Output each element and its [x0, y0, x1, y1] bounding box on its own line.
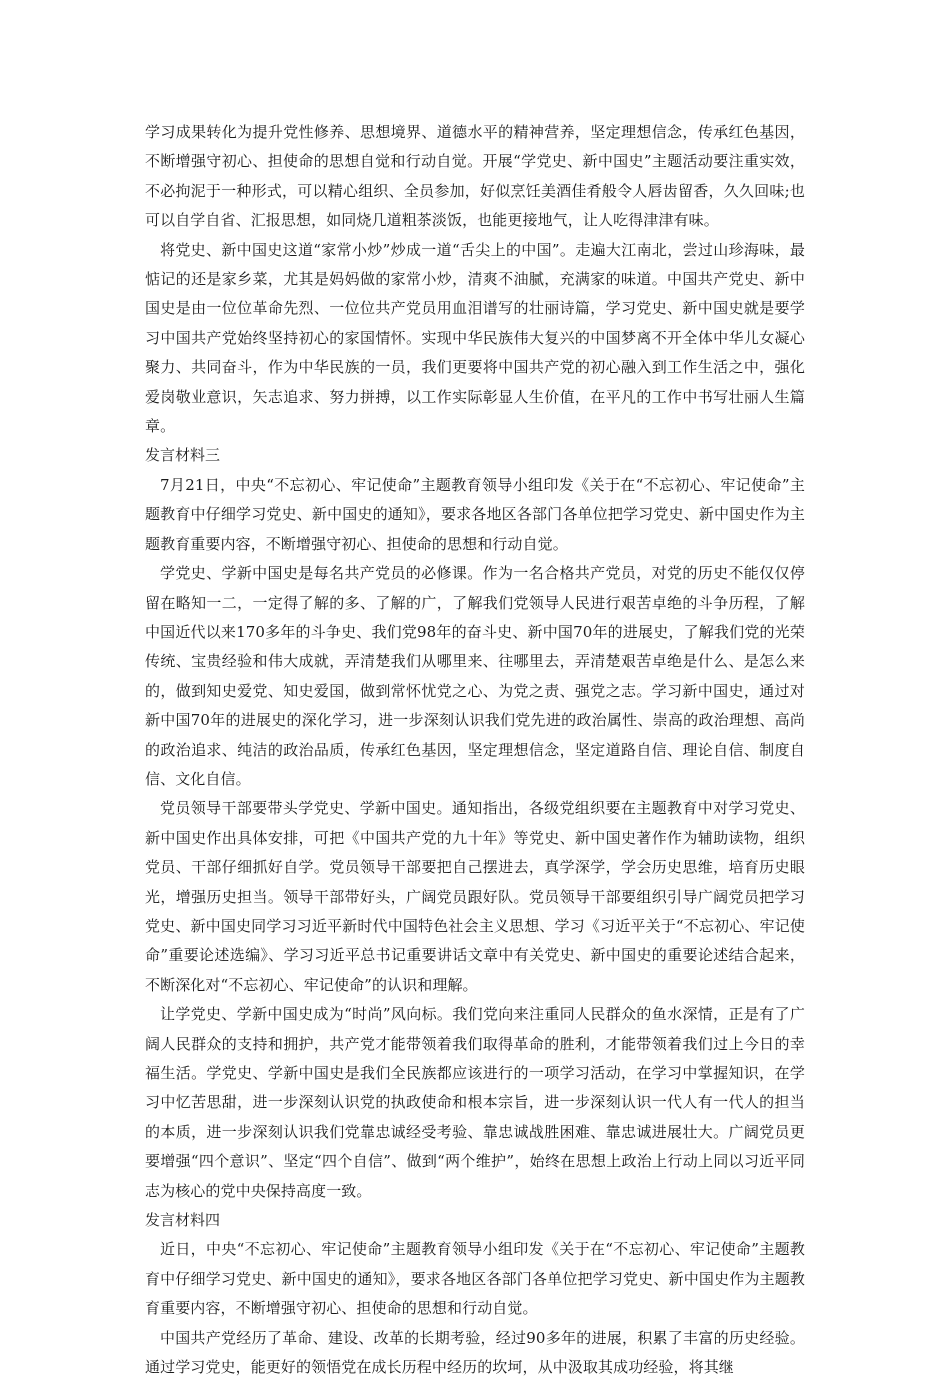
section-heading: 发言材料四 — [145, 1211, 221, 1230]
paragraph: 中国共产党经历了革命、建设、改革的长期考验，经过90多年的进展，积累了丰富的历史经验。通过学习党史，能更好的领悟党在成长历程中经历的坎坷，从中汲取其成功经验，将其继 — [145, 1328, 805, 1377]
paragraph: 学党史、学新中国史是每名共产党员的必修课。作为一名合格共产党员，对党的历史不能仅仅停留在略知一二，一定得了解的多、了解的广，了解我们党领导人民进行艰苦卓绝的斗争历程，了解中国近代以来170多年的斗争史、我们党98年的奋斗史、新中国70年的进展史，了解我们党的光荣传统、宝贵经验和伟大成就，弄清楚我们从哪里来、往哪里去，弄清楚艰苦卓绝是什么、是怎么来的，做到知史爱党、知史爱国，做到常怀忧党之心、为党之责、强党之志。学习新中国史，通过对新中国70年的进展史的深化学习，进一步深刻认识我们党先进的政治属性、崇高的政治理想、高尚的政治追求、纯洁的政治品质，传承红色基因，坚定理想信念，坚定道路自信、理论自信、制度自信、文化自信。 — [145, 564, 805, 788]
paragraph: 7月21日，中央“不忘初心、牢记使命”主题教育领导小组印发《关于在“不忘初心、牢记使命”主题教育中仔细学习党史、新中国史的通知》，要求各地区各部门各单位把学习党史、新中国史作为主题教育重要内容，不断增强守初心、担使命的思想和行动自觉。 — [145, 475, 805, 553]
section-heading: 发言材料三 — [145, 446, 221, 465]
paragraph: 近日，中央“不忘初心、牢记使命”主题教育领导小组印发《关于在“不忘初心、牢记使命”主题教育中仔细学习党史、新中国史的通知》，要求各地区各部门各单位把学习党史、新中国史作为主题教育重要内容，不断增强守初心、担使命的思想和行动自觉。 — [145, 1240, 805, 1318]
paragraph: 党员领导干部要带头学党史、学新中国史。通知指出，各级党组织要在主题教育中对学习党史、新中国史作出具体安排，可把《中国共产党的九十年》等党史、新中国史著作作为辅助读物，组织党员、干部仔细抓好自学。党员领导干部要把自己摆进去，真学深学，学会历史思维，培育历史眼光，增强历史担当。领导干部带好头，广阔党员跟好队。党员领导干部要组织引导广阔党员把学习党史、新中国史同学习习近平新时代中国特色社会主义思想、学习《习近平关于“不忘初心、牢记使命”重要论述选编》、学习习近平总书记重要讲话文章中有关党史、新中国史的重要论述结合起来，不断深化对“不忘初心、牢记使命”的认识和理解。 — [145, 799, 805, 994]
paragraph: 将党史、新中国史这道“家常小炒”炒成一道“舌尖上的中国”。走遍大江南北，尝过山珍海味，最惦记的还是家乡菜，尤其是妈妈做的家常小炒，清爽不油腻，充满家的味道。中国共产党史、新中国史是由一位位革命先烈、一位位共产党员用血泪谱写的壮丽诗篇，学习党史、新中国史就是要学习中国共产党始终坚持初心的家国情怀。实现中华民族伟大复兴的中国梦离不开全体中华儿女凝心聚力、共同奋斗，作为中华民族的一员，我们更要将中国共产党的初心融入到工作生活之中，强化爱岗敬业意识，矢志追求、努力拼搏，以工作实际彰显人生价值，在平凡的工作中书写壮丽人生篇章。 — [145, 240, 805, 436]
paragraph: 让学党史、学新中国史成为“时尚”风向标。我们党向来注重同人民群众的鱼水深情，正是有了广阔人民群众的支持和拥护，共产党才能带领着我们取得革命的胜利，才能带领着我们过上今日的幸福生活。学党史、学新中国史是我们全民族都应该进行的一项学习活动，在学习中掌握知识，在学习中忆苦思甜，进一步深刻认识党的执政使命和根本宗旨，进一步深刻认识一代人有一代人的担当的本质，进一步深刻认识我们党靠忠诚经受考验、靠忠诚战胜困难、靠忠诚进展壮大。广阔党员更要增强“四个意识”、坚定“四个自信”、做到“两个维护”，始终在思想上政治上行动上同以习近平同志为核心的党中央保持高度一致。 — [145, 1005, 805, 1200]
paragraph: 学习成果转化为提升党性修养、思想境界、道德水平的精神营养，坚定理想信念，传承红色基因，不断增强守初心、担使命的思想自觉和行动自觉。开展“学党史、新中国史”主题活动要注重实效，不必拘泥于一种形式，可以精心组织、全员参加，好似烹饪美酒佳肴般令人唇齿留香，久久回味;也可以自学自省、汇报思想，如同烧几道粗茶淡饭，也能更接地气，让人吃得津津有味。 — [145, 123, 805, 230]
